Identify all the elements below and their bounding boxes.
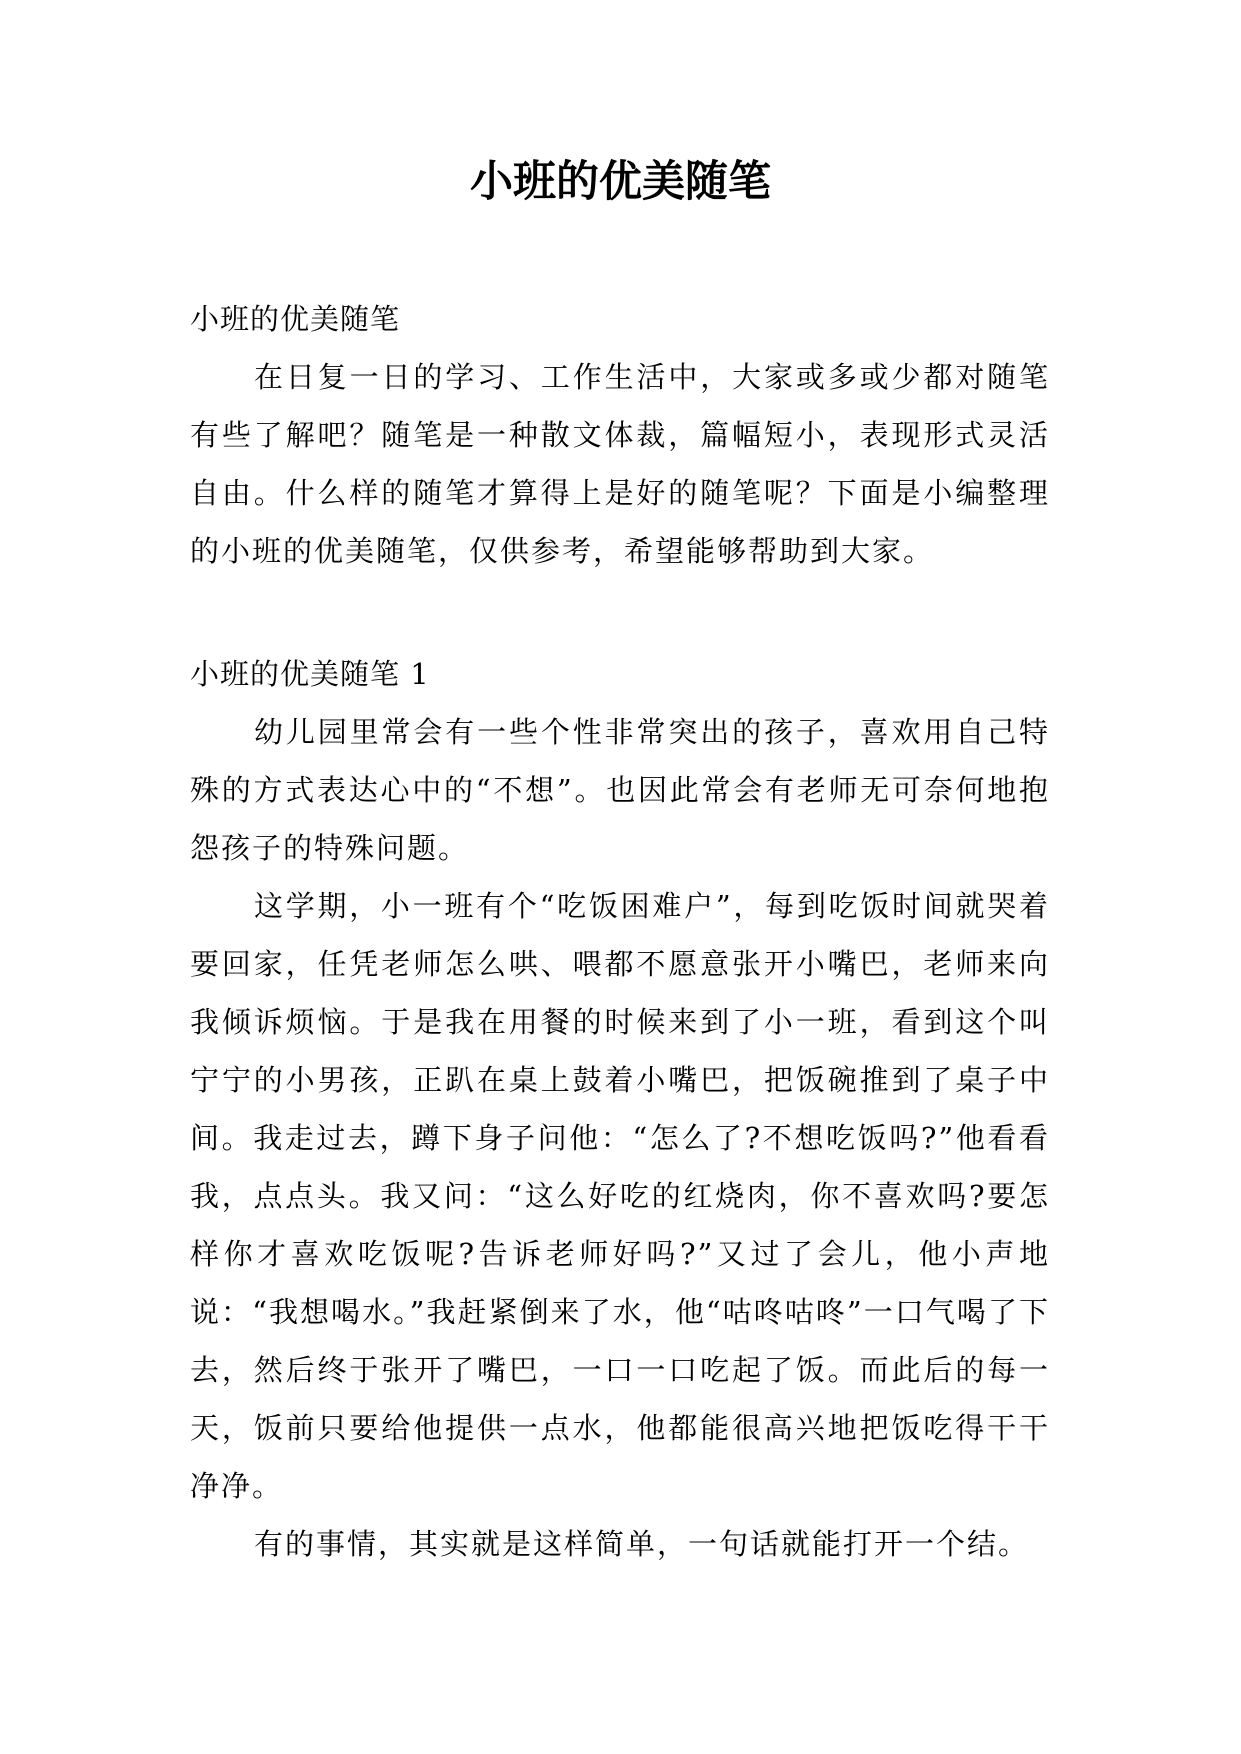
- essay-1-paragraph-1: 幼儿园里常会有一些个性非常突出的孩子，喜欢用自己特殊的方式表达心中的“不想”。也因此常会有老师无可奈何地抱怨孩子的特殊问题。: [190, 715, 1050, 865]
- intro-section: [190, 290, 1050, 580]
- essay-1-heading: 小班的优美随笔 1: [190, 657, 430, 691]
- essay-1-paragraph-3: 有的事情，其实就是这样简单，一句话就能打开一个结。: [254, 1527, 1030, 1561]
- document-title: 小班的优美随笔: [470, 157, 771, 207]
- essay-1-paragraph-2: 这学期，小一班有个“吃饭困难户”，每到吃饭时间就哭着要回家，任凭老师怎么哄、喂都不愿意张开小嘴巴，老师来向我倾诉烦恼。于是我在用餐的时候来到了小一班，看到这个叫宁宁的小男孩，正趴在桌上鼓着小嘴巴，把饭碗推到了桌子中间。我走过去，蹲下身子问他：“怎么了?不想吃饭吗?”他看看我，点点头。我又问：“这么好吃的红烧肉，你不喜欢吗?要怎样你才喜欢吃饭呢?告诉老师好吗?”又过了会儿，他小声地说：“我想喝水。”我赶紧倒来了水，他“咕咚咕咚”一口气喝了下去，然后终于张开了嘴巴，一口一口吃起了饭。而此后的每一天，饭前只要给他提供一点水，他都能很高兴地把饭吃得干干净净。: [190, 889, 1050, 1503]
- essay-1-section: [190, 645, 1050, 1573]
- intro-paragraph: 在日复一日的学习、工作生活中，大家或多或少都对随笔有些了解吧？随笔是一种散文体裁，篇幅短小，表现形式灵活自由。什么样的随笔才算得上是好的随笔呢？下面是小编整理的小班的优美随笔，仅供参考，希望能够帮助到大家。: [190, 360, 1050, 568]
- intro-heading: 小班的优美随笔: [190, 302, 401, 336]
